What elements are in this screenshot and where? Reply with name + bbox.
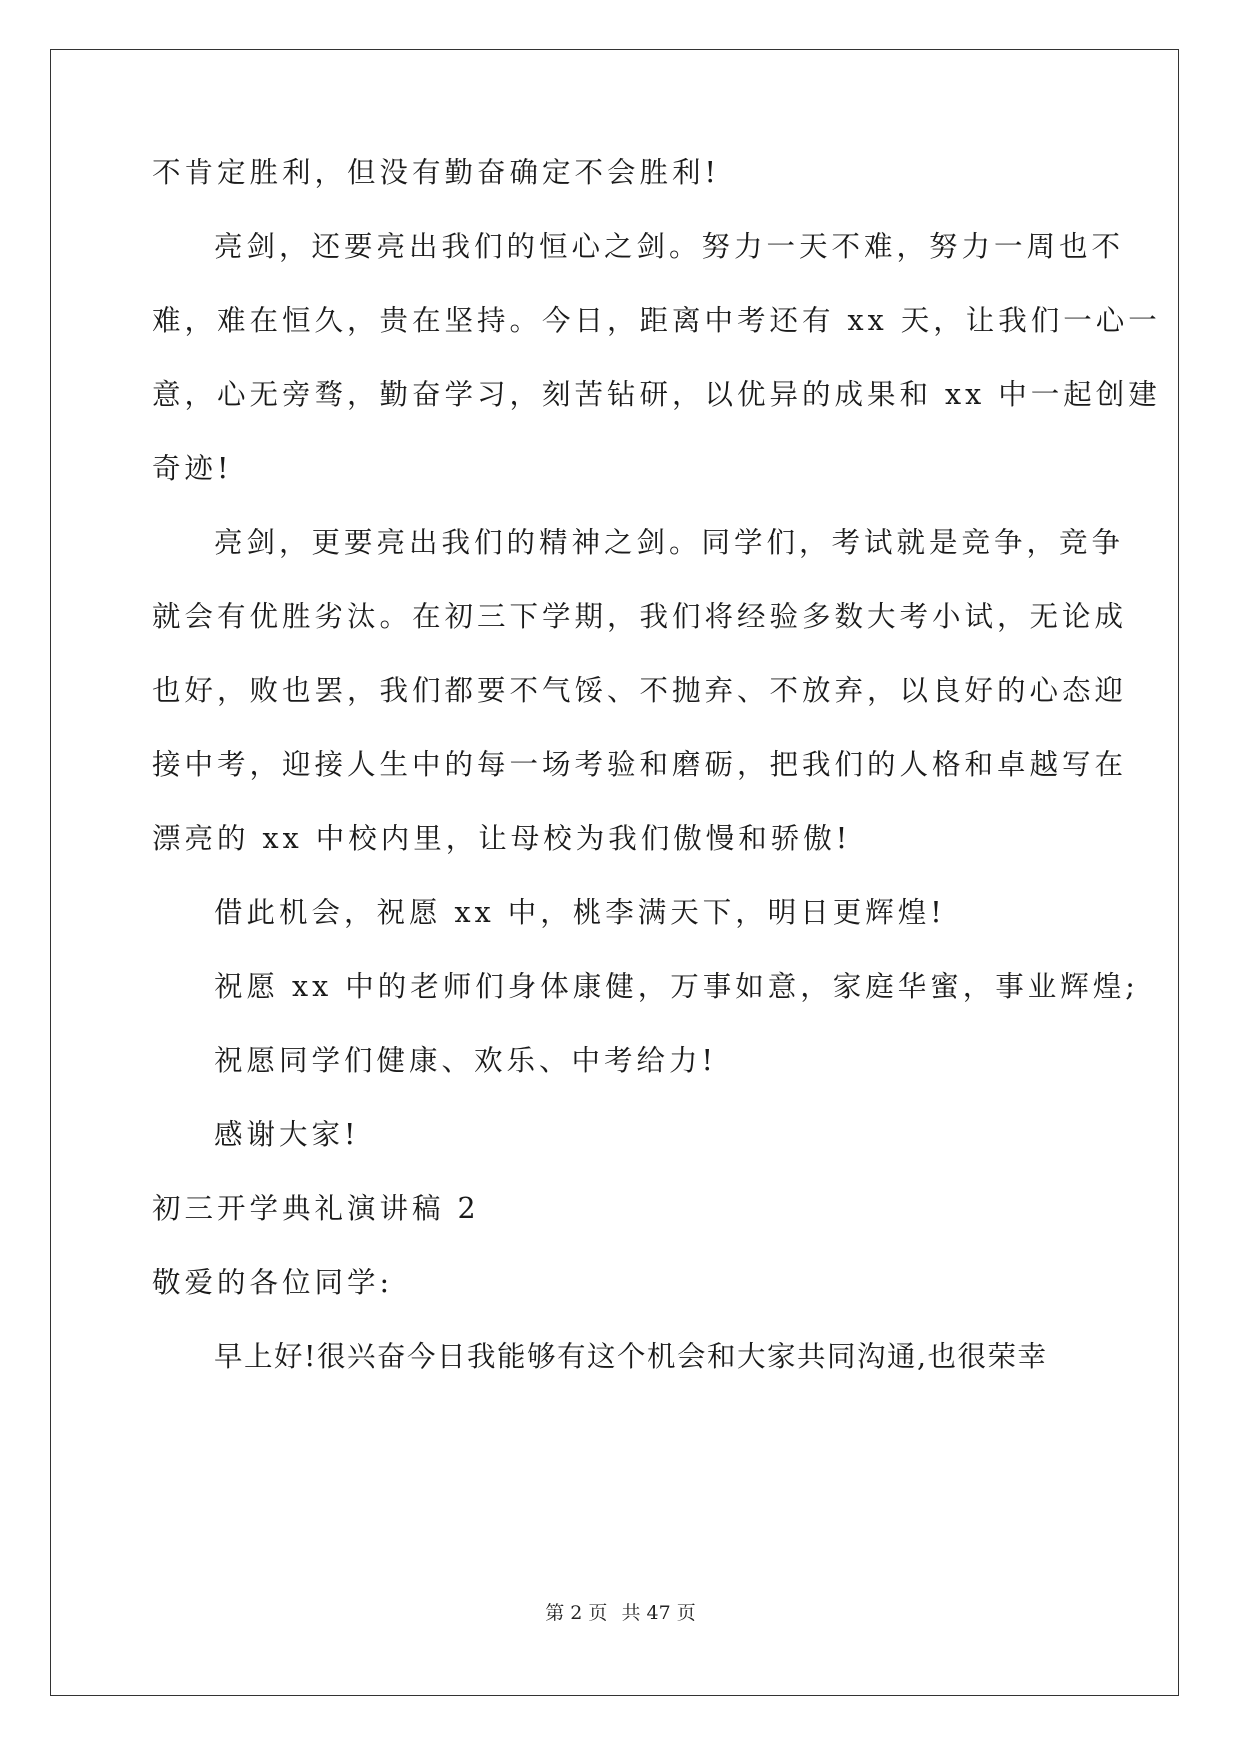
section-heading: 初三开学典礼演讲稿 2 bbox=[152, 1192, 480, 1225]
page-total: 共 47 页 bbox=[621, 1602, 696, 1624]
paragraph-line: 意，心无旁骛，勤奋学习，刻苦钻研，以优异的成果和 xx 中一起创建 bbox=[152, 378, 1161, 411]
page-footer bbox=[0, 1601, 1241, 1625]
paragraph-line: 亮剑，更要亮出我们的精神之剑。同学们，考试就是竞争，竞争 bbox=[214, 526, 1125, 559]
paragraph-line: 亮剑，还要亮出我们的恒心之剑。努力一天不难，努力一周也不 bbox=[214, 230, 1125, 263]
paragraph-line: 祝愿同学们健康、欢乐、中考给力! bbox=[214, 1044, 717, 1077]
paragraph-line: 不肯定胜利，但没有勤奋确定不会胜利! bbox=[152, 156, 720, 189]
paragraph-line: 漂亮的 xx 中校内里，让母校为我们傲慢和骄傲! bbox=[152, 822, 852, 855]
paragraph-line: 难，难在恒久，贵在坚持。今日，距离中考还有 xx 天，让我们一心一 bbox=[152, 304, 1161, 337]
paragraph-line: 接中考，迎接人生中的每一场考验和磨砺，把我们的人格和卓越写在 bbox=[152, 748, 1128, 781]
page-border bbox=[50, 49, 1179, 1696]
paragraph-line: 奇迹! bbox=[152, 452, 233, 485]
paragraph-line: 借此机会，祝愿 xx 中，桃李满天下，明日更辉煌! bbox=[214, 896, 946, 929]
paragraph-line: 祝愿 xx 中的老师们身体康健，万事如意，家庭华蜜，事业辉煌; bbox=[214, 970, 1139, 1003]
paragraph-line: 早上好!很兴奋今日我能够有这个机会和大家共同沟通,也很荣幸 bbox=[214, 1340, 1048, 1373]
page-number: 第 2 页 bbox=[545, 1602, 608, 1624]
paragraph-line: 也好，败也罢，我们都要不气馁、不抛弃、不放弃，以良好的心态迎 bbox=[152, 674, 1128, 707]
salutation-line: 敬爱的各位同学: bbox=[152, 1266, 394, 1299]
paragraph-line: 就会有优胜劣汰。在初三下学期，我们将经验多数大考小试，无论成 bbox=[152, 600, 1128, 633]
paragraph-line: 感谢大家! bbox=[214, 1118, 360, 1151]
